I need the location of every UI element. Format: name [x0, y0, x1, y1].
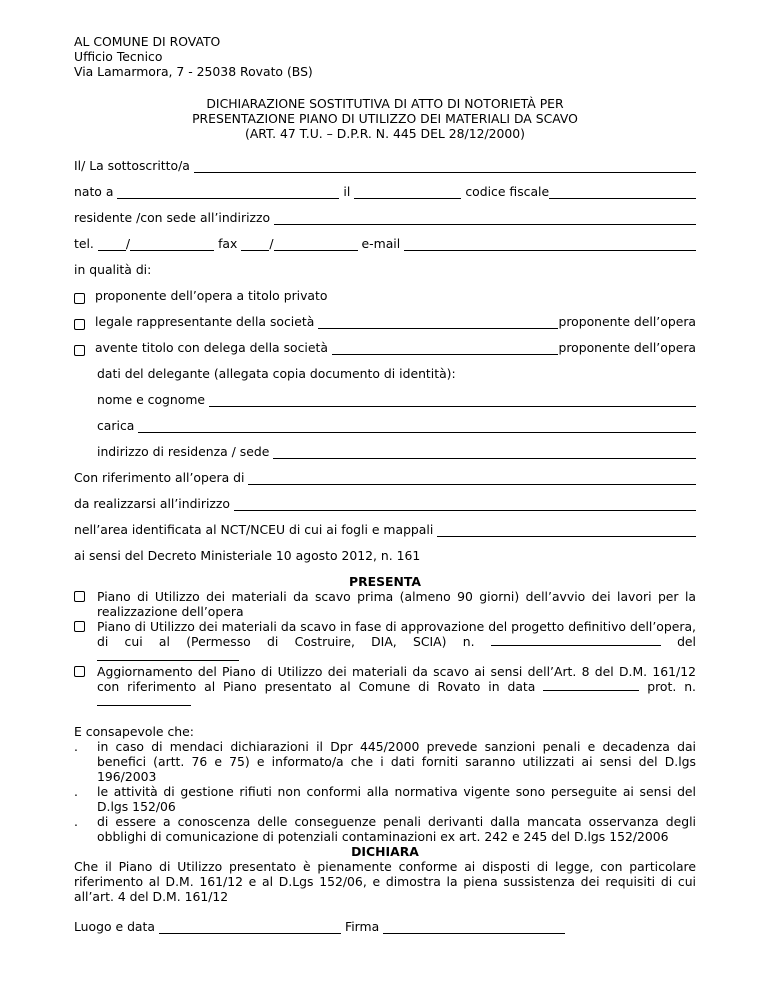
nome-cognome-field[interactable] [209, 394, 696, 407]
sottoscritto-field[interactable] [194, 160, 696, 173]
delegante-carica-row [74, 418, 696, 433]
indirizzo-residenza-label: indirizzo di residenza / sede [97, 444, 270, 459]
firma-label: Firma [344, 919, 380, 934]
presenta-item-3-text: Aggiornamento del Piano di Utilizzo dei materiali da scavo ai sensi dell’Art. 8 del D.M. 161/12 con riferimento al Piano presentato al Comune di Rovato in data [97, 664, 696, 694]
consapevole-item-1 [74, 739, 696, 784]
checkbox-privato[interactable] [74, 293, 85, 304]
email-label: e-mail [361, 236, 401, 251]
recipient-line: AL COMUNE DI ROVATO [74, 34, 221, 49]
consapevole-item-1-text: in caso di mendaci dichiarazioni il Dpr 445/2000 prevede sanzioni penali e decadenza dai benefici (artt. 76 e 75) e informato/a che i dati forniti saranno utilizzati ai sensi del D.lgs 196/2003 [97, 739, 696, 784]
permesso-data-field[interactable] [97, 649, 239, 661]
checkbox-legale[interactable] [74, 319, 85, 330]
delegante-indirizzo-row [74, 444, 696, 459]
checkbox-presenta-2[interactable] [74, 621, 85, 632]
residenza-row [74, 210, 696, 225]
sottoscritto-label: Il/ La sottoscritto/a [74, 158, 190, 173]
title-line: PRESENTAZIONE PIANO DI UTILIZZO DEI MATERIALI DA SCAVO [192, 111, 578, 126]
firma-row [74, 919, 696, 934]
presenta-item-2-del: del [677, 634, 696, 649]
realizzarsi-label: da realizzarsi all’indirizzo [74, 496, 230, 511]
piano-data-field[interactable] [543, 679, 639, 691]
proponente-label: proponente dell’opera [558, 340, 696, 355]
option-privato [74, 288, 696, 303]
consapevole-item-2-text: le attività di gestione rifiuti non conformi alla normativa vigente sono perseguite ai sensi del D.lgs 152/06 [97, 784, 696, 814]
tel-label: tel. [74, 236, 94, 251]
residente-label: residente /con sede all’indirizzo [74, 210, 271, 225]
checkbox-delega[interactable] [74, 345, 85, 356]
permesso-numero-field[interactable] [491, 634, 661, 646]
option-delega-label: avente titolo con delega della società [95, 340, 328, 355]
document-title [74, 96, 696, 141]
checkbox-presenta-1[interactable] [74, 591, 85, 602]
sottoscritto-row [74, 158, 696, 173]
nato-a-label: nato a [74, 184, 114, 199]
protocollo-field[interactable] [97, 694, 191, 706]
realizzarsi-field[interactable] [234, 498, 696, 511]
bullet-marker: . [74, 814, 78, 829]
data-nascita-field[interactable] [354, 186, 461, 199]
option-legale-label: legale rappresentante della società [95, 314, 315, 329]
form-page [74, 34, 696, 934]
option-legale [74, 314, 696, 329]
qualita-label: in qualità di: [74, 262, 152, 277]
bullet-marker: . [74, 739, 78, 754]
decreto-text: ai sensi del Decreto Ministeriale 10 agosto 2012, n. 161 [74, 548, 421, 563]
email-field[interactable] [404, 238, 696, 251]
area-row [74, 522, 696, 537]
consapevole-item-3 [74, 814, 696, 844]
tel-prefix-field[interactable] [98, 238, 126, 251]
realizzarsi-row [74, 496, 696, 511]
dichiara-text: Che il Piano di Utilizzo presentato è pienamente conforme ai disposti di legge, con particolare riferimento al D.M. 161/12 e al D.Lgs 152/06, e dimostra la piena sussistenza dei requisiti di cui all’art. 4 del D.M. 161/12 [74, 859, 696, 904]
il-label: il [343, 184, 351, 199]
fax-prefix-field[interactable] [241, 238, 269, 251]
presenta-item-3 [74, 664, 696, 709]
luogo-data-label: Luogo e data [74, 919, 155, 934]
societa-delega-field[interactable] [332, 342, 559, 355]
title-line: DICHIARAZIONE SOSTITUTIVA DI ATTO DI NOTORIETÀ PER [206, 96, 564, 111]
contatti-row [74, 236, 696, 251]
presenta-item-1-text: Piano di Utilizzo dei materiali da scavo prima (almeno 90 giorni) dell’avvio dei lavori per la realizzazione dell’opera [97, 589, 696, 619]
option-privato-label: proponente dell’opera a titolo privato [95, 288, 328, 303]
presenta-item-2-content [97, 619, 696, 664]
tel-slash: / [125, 236, 131, 251]
opera-row [74, 470, 696, 485]
recipient-line: Ufficio Tecnico [74, 49, 163, 64]
nato-a-field[interactable] [117, 186, 339, 199]
checkbox-presenta-3[interactable] [74, 666, 85, 677]
area-label: nell’area identificata al NCT/NCEU di cui ai fogli e mappali [74, 522, 434, 537]
presenta-heading: PRESENTA [349, 574, 421, 589]
presenta-item-3-prot: prot. n. [647, 679, 696, 694]
carica-label: carica [97, 418, 135, 433]
consapevole-item-2 [74, 784, 696, 814]
consapevole-intro: E consapevole che: [74, 724, 194, 739]
option-delega [74, 340, 696, 355]
consapevole-item-3-text: di essere a conoscenza delle conseguenze penali derivanti dalla mancata osservanza degli obblighi di comunicazione di potenziali contaminazioni ex art. 242 e 245 del D.lgs 152/2006 [97, 814, 696, 844]
opera-field[interactable] [248, 472, 696, 485]
carica-field[interactable] [138, 420, 696, 433]
nome-cognome-label: nome e cognome [97, 392, 206, 407]
presenta-item-1 [74, 589, 696, 619]
codice-fiscale-label: codice fiscale [465, 184, 550, 199]
delegante-intro: dati del delegante (allegata copia documento di identità): [97, 366, 456, 381]
delegante-intro-row [74, 366, 696, 381]
societa-legale-field[interactable] [318, 316, 558, 329]
recipient-address [74, 34, 696, 79]
dichiara-heading: DICHIARA [351, 844, 419, 859]
firma-field[interactable] [383, 921, 565, 934]
fax-number-field[interactable] [274, 238, 358, 251]
opera-label: Con riferimento all’opera di [74, 470, 245, 485]
tel-number-field[interactable] [130, 238, 214, 251]
presenta-item-2-text: Piano di Utilizzo dei materiali da scavo in fase di approvazione del progetto definitivo dell’opera, di cui al (Permesso di Costruire, DIA, SCIA) n. [97, 619, 696, 649]
luogo-data-field[interactable] [159, 921, 341, 934]
qualita-row [74, 262, 696, 277]
fax-label: fax [218, 236, 238, 251]
nascita-row [74, 184, 696, 199]
decreto-row [74, 548, 696, 563]
presenta-item-3-content [97, 664, 696, 709]
proponente-label: proponente dell’opera [558, 314, 696, 329]
title-line: (ART. 47 T.U. – D.P.R. N. 445 DEL 28/12/2000) [244, 126, 525, 141]
presenta-item-2 [74, 619, 696, 664]
fogli-mappali-field[interactable] [437, 524, 696, 537]
delegante-nome-row [74, 392, 696, 407]
fax-slash: / [269, 236, 274, 251]
indirizzo-residenza-field[interactable] [273, 446, 696, 459]
bullet-marker: . [74, 784, 78, 799]
residente-field[interactable] [274, 212, 696, 225]
recipient-line: Via Lamarmora, 7 - 25038 Rovato (BS) [74, 64, 313, 79]
codice-fiscale-field[interactable] [549, 186, 696, 199]
